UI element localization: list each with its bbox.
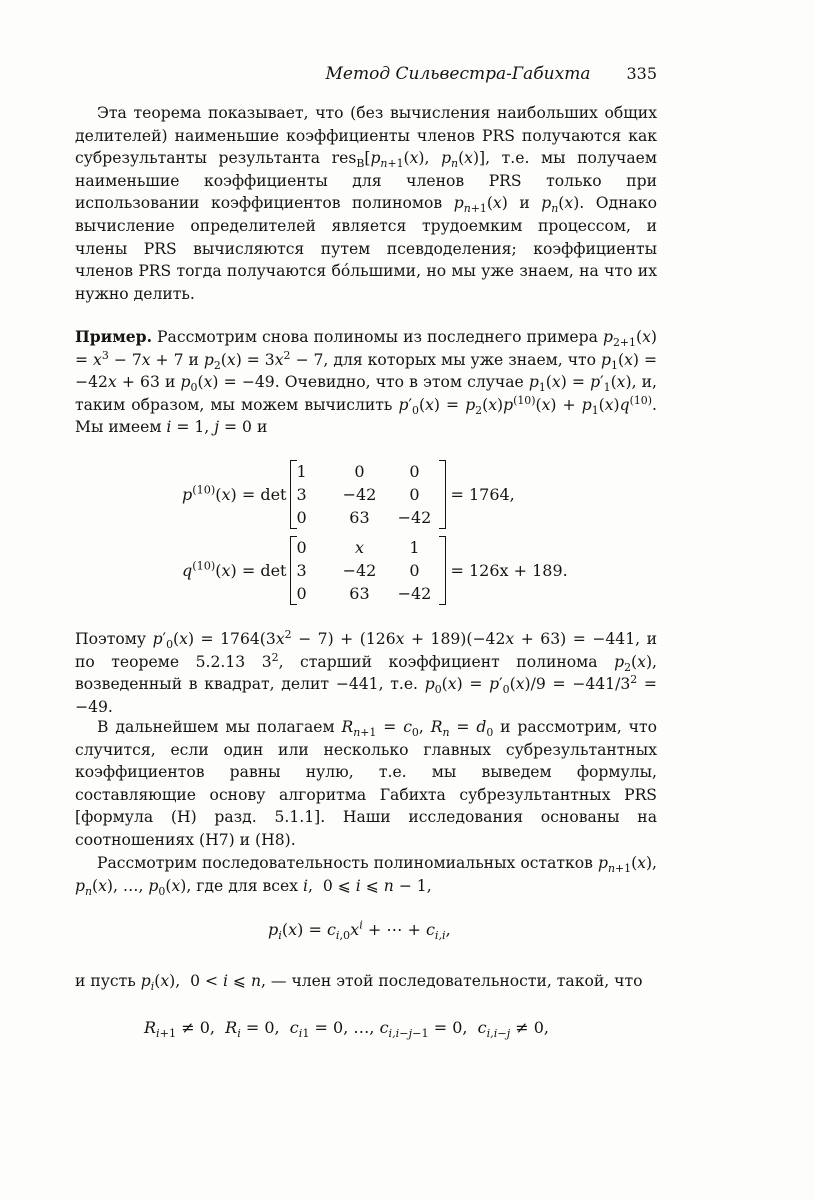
equation-q10-determinant: $q^{(10)}(x)$ = det 0 x 1 3 −42 0 0 63 −42 = 126x + 189. [182, 538, 568, 603]
equation-pi: $p_i(x) = c_{i,0}x^i$ + ⋯ + $c_{i,i}$ , [268, 918, 451, 943]
example-label: Пример. [75, 327, 152, 346]
paragraph-let: и пусть $p_i(x)$, 0 < i ⩽ n, — член этой последовательности, такой, что [75, 972, 643, 994]
page-number: 335 [626, 64, 657, 83]
running-head [75, 64, 657, 84]
paragraph-further: В дальнейшем мы полагаем $R_{n+1} = c_0$, $R_n = d_0$ и рассмотрим, что случится, если один или несколько главных субрезультантных коэффициентов равны нулю, т.е. мы выведем формулы, составляющие основу алгоритма Габихта субрезультантных PRS [формула (H) разд. 5.1.1]. Наши исследования основаны на соотношениях (H7) и (H8). [75, 718, 657, 849]
matrix-p10: 1 0 0 3 −42 0 0 63 −42 [290, 460, 446, 529]
paragraph-therefore: Поэтому $p'_0(x) = 1764(3x^2 - 7) + (126x + 189)(-42x + 63) = -441$, и по теореме 5.2.13 $3^2$, старший коэффициент полинома $p_2(x)$, возведенный в квадрат, делит −441, т.е. $p_0(x) = p'_0(x)/9 = -441/3^2 = -49$. [75, 627, 658, 716]
equation-conditions: $R_{i+1} \ne 0$, $R_i = 0$, $c_{i1} = 0$, …, $c_{i,i-j-1} = 0$, $c_{i,i-j} \ne 0$, [144, 1018, 550, 1041]
equation-p10-determinant: $p^{(10)}(x)$ = det 1 0 0 3 −42 0 0 63 −42 = 1764, [182, 462, 515, 527]
matrix-q10: 0 x 1 3 −42 0 0 63 −42 [290, 536, 446, 605]
paragraph-example: Пример. Рассмотрим снова полиномы из последнего примера $p_{2+1}(x) = x^3 - 7x + 7$ и $p_2(x) = 3x^2 - 7$, для которых мы уже знаем, что $p_1(x) = -42x + 63$ и $p_0(x) = -49$. Очевидно, что в этом случае $p_1(x) = p'_1(x)$, и, таким образом, мы можем вычислить $p'_0(x) = p_2(x)p^{(10)}(x) + p_1(x)q^{(10)}$. Мы имеем i = 1, j = 0 и [75, 327, 658, 437]
chapter-title: Метод Сильвестра-Габихта [325, 64, 591, 84]
paragraph-sequence: Рассмотрим последовательность полиномиальных остатков $p_{n+1}(x)$, $p_n(x)$, …, $p_0(x)$, где для всех i, 0 ⩽ i ⩽ n − 1, [75, 854, 657, 898]
paragraph-theorem-remark: Эта теорема показывает, что (без вычисления наибольших общих делителей) наименьшие коэффициенты членов PRS получаются как субрезультанты результанта $res_B[p_{n+1}(x)$, $p_n(x)$], т.е. мы получаем наименьшие коэффициенты для членов PRS только при использовании коэффициентов полиномов $p_{n+1}(x)$ и $p_n(x)$. Однако вычисление определителей является трудоемким процессом, и члены PRS вычисляются путем псевдоделения; коэффициенты членов PRS тогда получаются бóльшими, но мы уже знаем, на что их нужно делить. [75, 104, 657, 303]
